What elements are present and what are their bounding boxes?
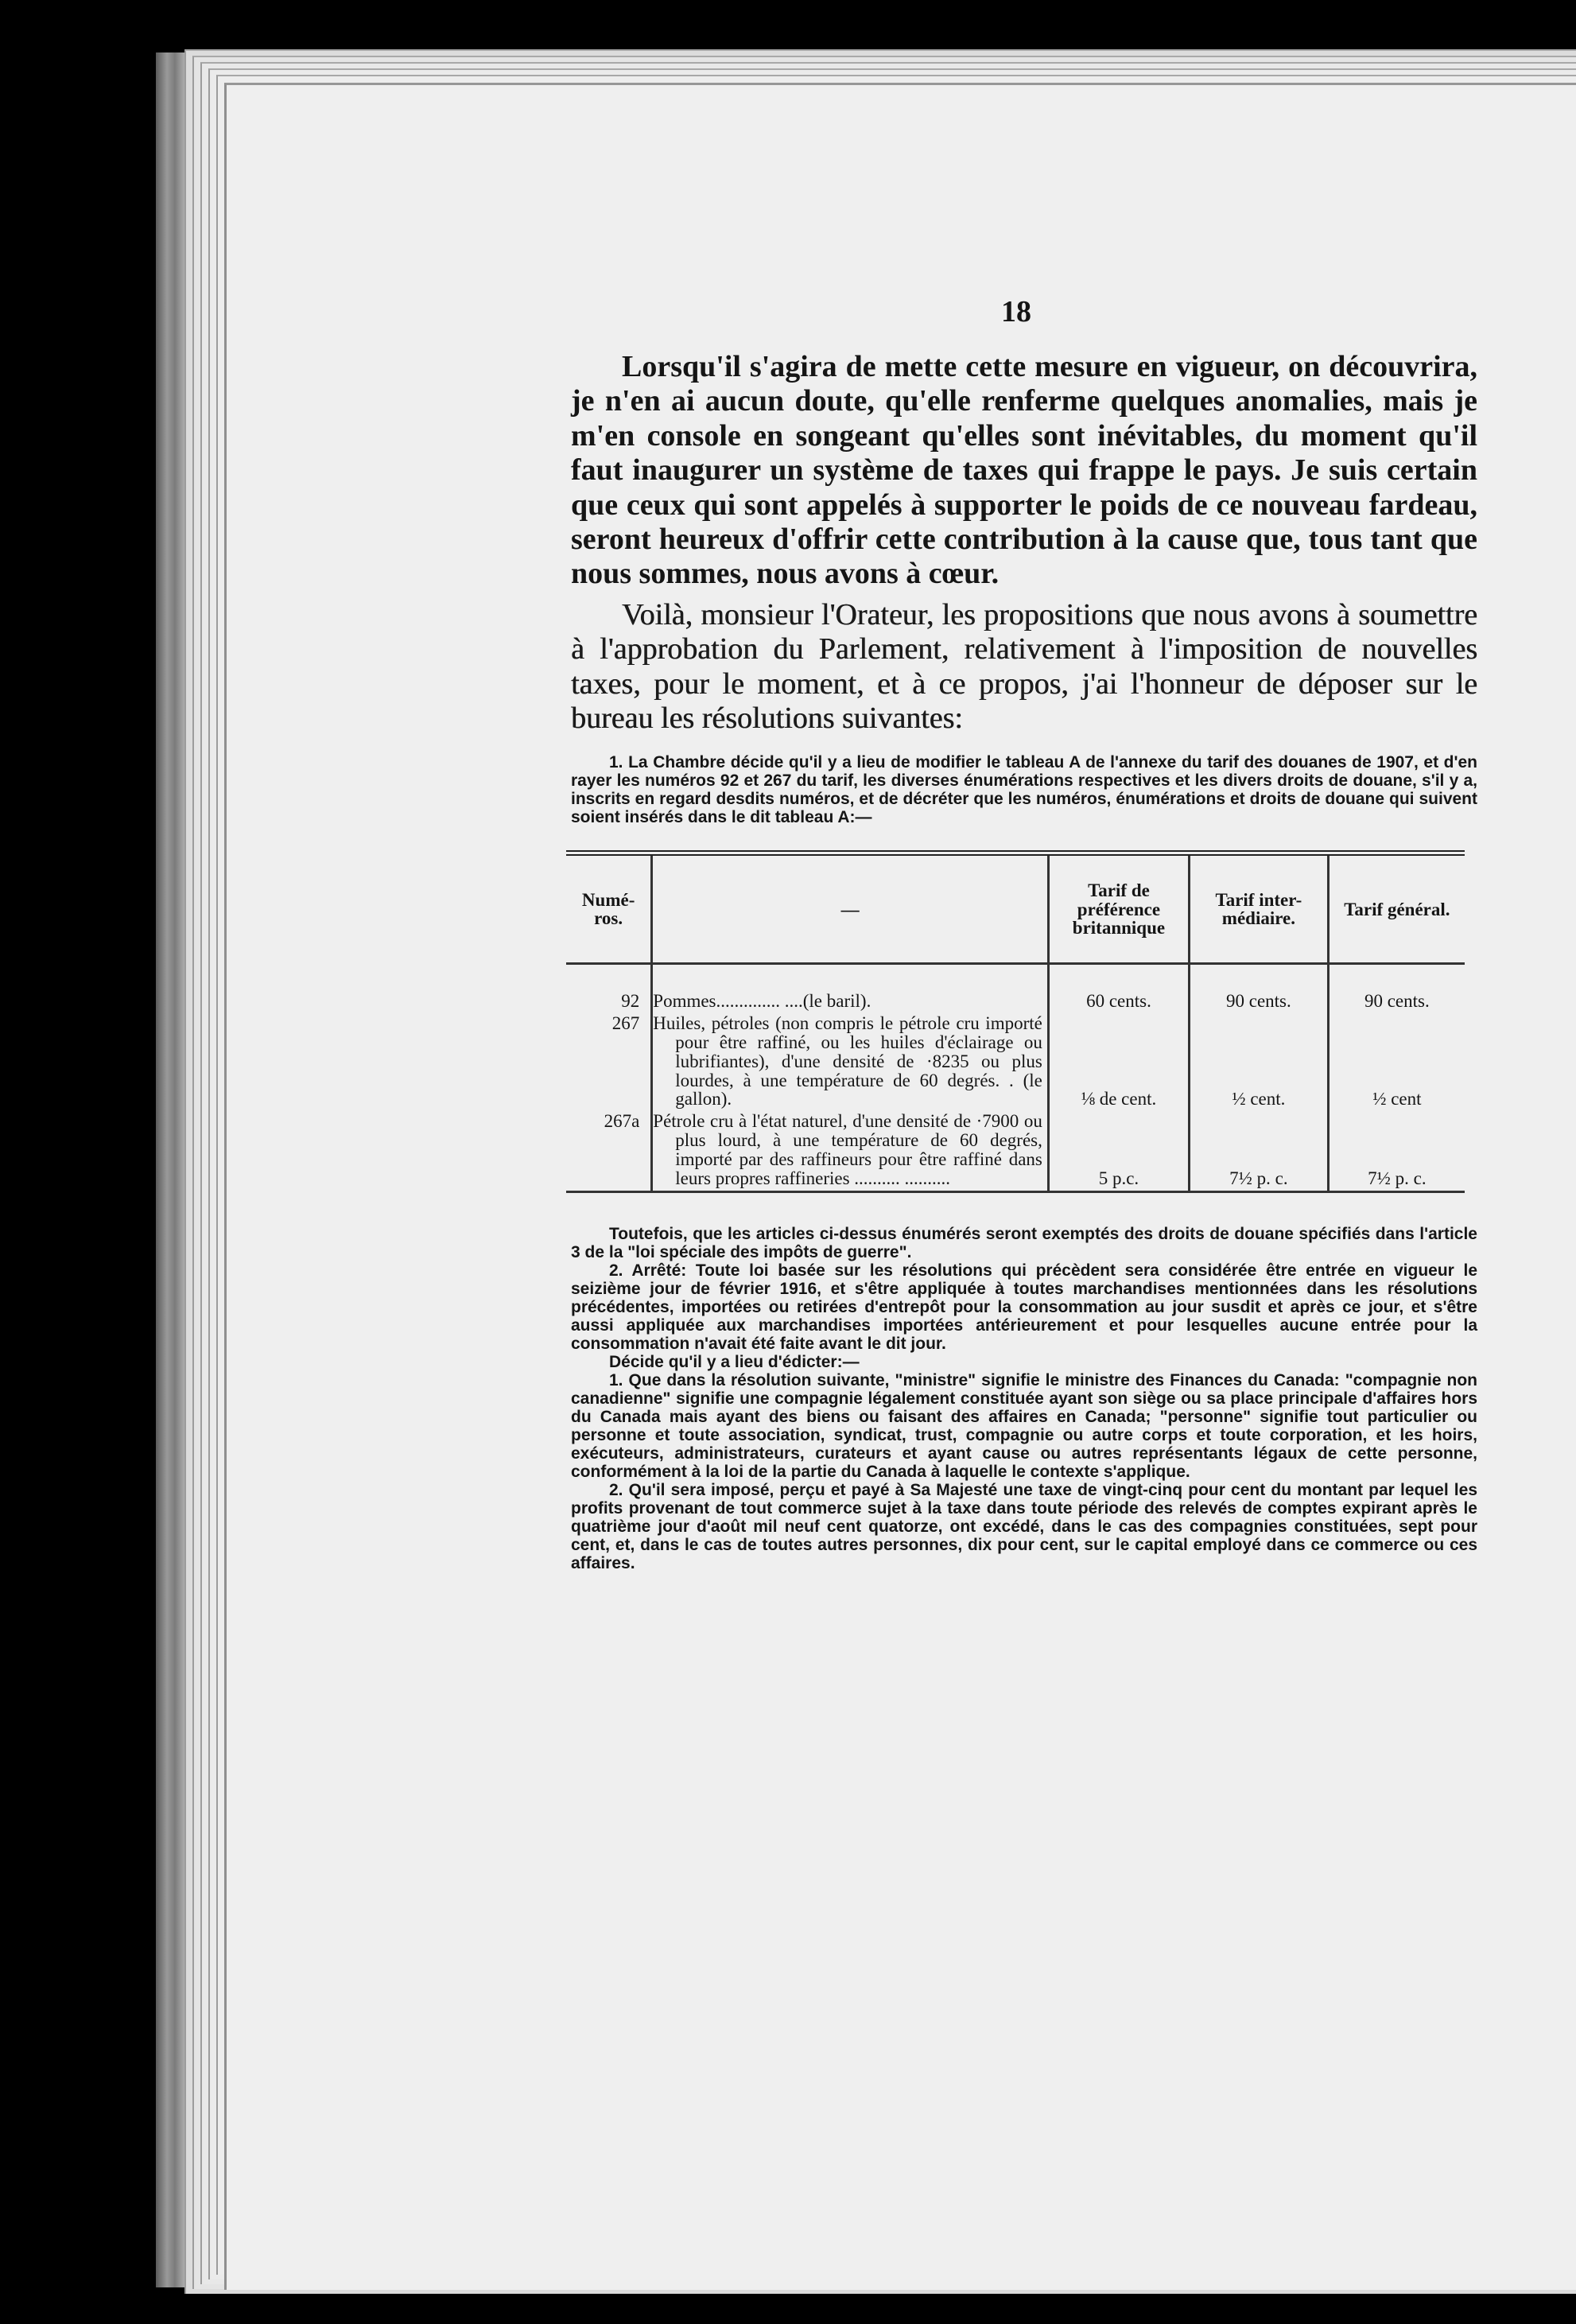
definitions-paragraph: 1. Que dans la résolution suivante, "ministre" signifie le ministre des Finances du Canada: "compagnie non canadienne" signifie une compagnie légalement constituée ayant son siège ou sa place principale d'affaires hors du Canada mais ayant des biens ou faisant des affaires en Canada; "personne" signifie tout particulier ou personne et toute association, syndicat, trust, compagnie ou autre corps et toute corporation, et les hoirs, exécuteurs, administrateurs, curateurs et ayant cause ou autres représentants légaux de cette personne, conformément à la loi de la partie du Canada à laquelle le contexte s'applique.	[571, 1371, 1477, 1482]
resolution-1: 1. La Chambre décide qu'il y a lieu de modifier le tableau A de l'annexe du tarif des douanes de 1907, et d'en rayer les numéros 92 et 267 du tarif, les diverses énumérations respectives et les divers droits de douane, s'il y a, inscrits en regard desdits numéros, et de décréter que les numéros, énumérations et droits de douane qui suivent soient insérés dans le dit tableau A:—	[571, 753, 1477, 827]
table-header-row	[566, 853, 1465, 964]
header-numeros: Numé-ros.	[566, 853, 652, 964]
row-tarif-general: ½ cent	[1328, 1014, 1465, 1112]
row-tarif-general: 90 cents.	[1328, 964, 1465, 1014]
scan-book-edge	[156, 52, 188, 2287]
row-tarif-intermediaire: 90 cents.	[1190, 964, 1329, 1014]
row-number: 267a	[566, 1112, 652, 1192]
row-tarif-intermediaire: 7½ p. c.	[1190, 1112, 1329, 1192]
table-row	[566, 1014, 1465, 1112]
body-paragraph: Lorsqu'il s'agira de mette cette mesure en vigueur, on découvrira, je n'en ai aucun doute, qu'elle renferme quelques anomalies, mais je m'en console en songeant qu'elles sont inévitables, du moment qu'il faut inaugurer un système de taxes qui frappe le pays. Je suis certain que ceux qui sont appelés à supporter le poids de ce nouveau fardeau, seront heureux d'offrir cette contribution à la cause que, tous tant que nous sommes, nous avons à cœur.	[571, 350, 1477, 591]
row-description: Pétrole cru à l'état naturel, d'une densité de ·7900 ou plus lourd, à une température de 60 degrés, importé par des raffineurs pour être raffiné dans leurs propres raffineries .......... ..........	[652, 1112, 1049, 1192]
decide-heading: Décide qu'il y a lieu d'édicter:—	[609, 1353, 860, 1372]
header-description: —	[652, 853, 1049, 964]
row-number: 267	[611, 1013, 640, 1034]
body-paragraph: Voilà, monsieur l'Orateur, les propositions que nous avons à soumettre à l'approbation du Parlement, relativement à l'imposition de nouvelles taxes, pour le moment, et à ce propos, j'ai l'honneur de déposer sur le bureau les résolutions suivantes:	[571, 597, 1477, 736]
table-row	[566, 964, 1465, 1014]
toutefois-paragraph: Toutefois, que les articles ci-dessus énumérés seront exemptés des droits de douane spécifiés dans l'article 3 de la "loi spéciale des impôts de guerre".	[571, 1225, 1477, 1262]
header-tarif-intermediaire: Tarif inter-médiaire.	[1190, 853, 1329, 964]
tax-paragraph: 2. Qu'il sera imposé, perçu et payé à Sa Majesté une taxe de vingt-cinq pour cent du montant par lequel les profits provenant de tout commerce sujet à la taxe dans toute période des relevés de comptes expirant après le quatrième jour d'août mil neuf cent quatorze, ont excédé, dans le cas des compagnies constituées, sept pour cent, et, dans le cas de toutes autres personnes, dix pour cent, sur le capital employé dans ce commerce ou ces affaires.	[571, 1481, 1477, 1573]
tariff-table	[566, 850, 1465, 1193]
header-tarif-general: Tarif général.	[1328, 853, 1465, 964]
page-content	[571, 294, 1477, 1572]
row-tarif-preference: ⅛ de cent.	[1048, 1014, 1189, 1112]
row-tarif-preference: 60 cents.	[1048, 964, 1189, 1014]
table-row	[566, 1112, 1465, 1192]
row-number: 92	[621, 991, 640, 1012]
resolutions-block	[571, 1225, 1477, 1572]
page-number: 18	[1001, 295, 1031, 328]
resolution-2-arrete: 2. Arrêté: Toute loi basée sur les résolutions qui précèdent sera considérée être entrée en vigueur le seizième jour de février 1916, et s'être appliquée à toutes marchandises mentionnées dans les résolutions précédentes, importées ou retirées d'entrepôt pour la consommation au jour susdit et après ce jour, et s'être aussi appliquée aux marchandises importées antérieurement et pour lesquelles aucune entrée pour la consommation n'avait été faite avant le dit jour.	[571, 1261, 1477, 1354]
row-tarif-intermediaire: ½ cent.	[1190, 1014, 1329, 1112]
row-tarif-general: 7½ p. c.	[1328, 1112, 1465, 1192]
row-description: Pommes.............. ....(le baril).	[652, 964, 1049, 1014]
row-tarif-preference: 5 p.c.	[1048, 1112, 1189, 1192]
header-tarif-preference: Tarif de préférence britannique	[1048, 853, 1189, 964]
row-description: Huiles, pétroles (non compris le pétrole cru importé pour être raffiné, ou les huiles d'éclairage ou lubrifiantes), d'une densité de ·8235 ou plus lourdes, à une température de 60 degrés. . (le gallon).	[652, 1014, 1049, 1112]
